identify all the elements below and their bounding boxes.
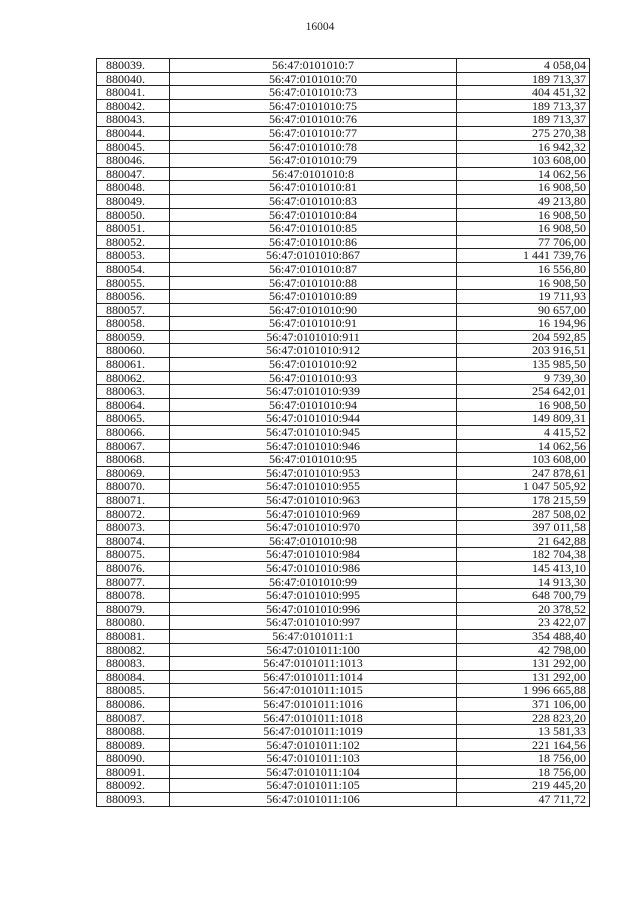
cadastral-value-cell: 1 996 665,88 [457, 684, 590, 698]
cadastral-number-cell: 56:47:0101010:86 [170, 235, 457, 249]
row-number-cell: 880044. [97, 126, 170, 140]
table-row [97, 657, 590, 671]
cadastral-number-cell: 56:47:0101011:1019 [170, 725, 457, 739]
cadastral-number-cell: 56:47:0101010:92 [170, 358, 457, 372]
row-number-cell: 880067. [97, 439, 170, 453]
row-number-cell: 880088. [97, 725, 170, 739]
cadastral-number-cell: 56:47:0101010:95 [170, 453, 457, 467]
cadastral-number-cell: 56:47:0101010:970 [170, 521, 457, 535]
cadastral-value-cell: 404 451,32 [457, 86, 590, 100]
row-number-cell: 880063. [97, 385, 170, 399]
cadastral-number-cell: 56:47:0101010:944 [170, 412, 457, 426]
table-row [97, 643, 590, 657]
cadastral-value-cell: 19 711,93 [457, 290, 590, 304]
cadastral-number-cell: 56:47:0101010:99 [170, 575, 457, 589]
cadastral-value-cell: 254 642,01 [457, 385, 590, 399]
row-number-cell: 880050. [97, 208, 170, 222]
cadastral-value-cell: 371 106,00 [457, 697, 590, 711]
table-row [97, 317, 590, 331]
cadastral-value-cell: 135 985,50 [457, 358, 590, 372]
cadastral-number-cell: 56:47:0101010:986 [170, 561, 457, 575]
table-row [97, 602, 590, 616]
cadastral-value-cell: 77 706,00 [457, 235, 590, 249]
cadastral-value-cell: 131 292,00 [457, 657, 590, 671]
row-number-cell: 880040. [97, 72, 170, 86]
cadastral-value-table [96, 58, 590, 807]
cadastral-value-cell: 18 756,00 [457, 752, 590, 766]
cadastral-number-cell: 56:47:0101010:963 [170, 494, 457, 508]
cadastral-value-cell: 1 441 739,76 [457, 249, 590, 263]
cadastral-number-cell: 56:47:0101010:98 [170, 534, 457, 548]
row-number-cell: 880090. [97, 752, 170, 766]
row-number-cell: 880045. [97, 140, 170, 154]
cadastral-value-cell: 16 908,50 [457, 208, 590, 222]
cadastral-number-cell: 56:47:0101010:77 [170, 126, 457, 140]
row-number-cell: 880051. [97, 222, 170, 236]
cadastral-number-cell: 56:47:0101010:911 [170, 330, 457, 344]
cadastral-value-cell: 397 011,58 [457, 521, 590, 535]
row-number-cell: 880047. [97, 167, 170, 181]
row-number-cell: 880072. [97, 507, 170, 521]
cadastral-value-cell: 14 062,56 [457, 167, 590, 181]
table-row [97, 684, 590, 698]
cadastral-value-cell: 103 608,00 [457, 453, 590, 467]
cadastral-number-cell: 56:47:0101010:79 [170, 154, 457, 168]
row-number-cell: 880060. [97, 344, 170, 358]
table-row [97, 697, 590, 711]
row-number-cell: 880069. [97, 466, 170, 480]
table-row [97, 303, 590, 317]
cadastral-number-cell: 56:47:0101010:85 [170, 222, 457, 236]
table-row [97, 385, 590, 399]
table-body [97, 59, 590, 807]
table-row [97, 752, 590, 766]
cadastral-number-cell: 56:47:0101010:7 [170, 59, 457, 73]
table-row [97, 194, 590, 208]
table-row [97, 589, 590, 603]
table-row [97, 793, 590, 807]
cadastral-number-cell: 56:47:0101010:76 [170, 113, 457, 127]
table-row [97, 521, 590, 535]
table-row [97, 235, 590, 249]
page-number: 16004 [305, 21, 335, 33]
table-row [97, 86, 590, 100]
row-number-cell: 880057. [97, 303, 170, 317]
table-row [97, 629, 590, 643]
row-number-cell: 880059. [97, 330, 170, 344]
table-row [97, 534, 590, 548]
cadastral-number-cell: 56:47:0101011:1018 [170, 711, 457, 725]
cadastral-number-cell: 56:47:0101010:90 [170, 303, 457, 317]
cadastral-number-cell: 56:47:0101010:70 [170, 72, 457, 86]
row-number-cell: 880046. [97, 154, 170, 168]
table-row [97, 99, 590, 113]
table-row [97, 412, 590, 426]
cadastral-number-cell: 56:47:0101011:1016 [170, 697, 457, 711]
cadastral-value-cell: 9 739,30 [457, 371, 590, 385]
row-number-cell: 880065. [97, 412, 170, 426]
cadastral-number-cell: 56:47:0101010:912 [170, 344, 457, 358]
cadastral-value-cell: 16 194,96 [457, 317, 590, 331]
cadastral-number-cell: 56:47:0101010:84 [170, 208, 457, 222]
row-number-cell: 880052. [97, 235, 170, 249]
cadastral-value-cell: 149 809,31 [457, 412, 590, 426]
cadastral-value-cell: 228 823,20 [457, 711, 590, 725]
row-number-cell: 880083. [97, 657, 170, 671]
row-number-cell: 880056. [97, 290, 170, 304]
row-number-cell: 880085. [97, 684, 170, 698]
row-number-cell: 880079. [97, 602, 170, 616]
cadastral-number-cell: 56:47:0101010:996 [170, 602, 457, 616]
row-number-cell: 880062. [97, 371, 170, 385]
cadastral-value-cell: 16 942,32 [457, 140, 590, 154]
row-number-cell: 880039. [97, 59, 170, 73]
cadastral-number-cell: 56:47:0101010:88 [170, 276, 457, 290]
table-row [97, 480, 590, 494]
table-row [97, 670, 590, 684]
cadastral-value-cell: 287 508,02 [457, 507, 590, 521]
row-number-cell: 880061. [97, 358, 170, 372]
table-row [97, 140, 590, 154]
table-row [97, 72, 590, 86]
row-number-cell: 880092. [97, 779, 170, 793]
cadastral-number-cell: 56:47:0101010:939 [170, 385, 457, 399]
table-row [97, 561, 590, 575]
row-number-cell: 880055. [97, 276, 170, 290]
table-row [97, 59, 590, 73]
row-number-cell: 880081. [97, 629, 170, 643]
cadastral-value-cell: 178 215,59 [457, 494, 590, 508]
cadastral-number-cell: 56:47:0101010:945 [170, 426, 457, 440]
cadastral-value-cell: 189 713,37 [457, 72, 590, 86]
row-number-cell: 880064. [97, 398, 170, 412]
cadastral-number-cell: 56:47:0101011:105 [170, 779, 457, 793]
cadastral-number-cell: 56:47:0101010:93 [170, 371, 457, 385]
table-row [97, 358, 590, 372]
row-number-cell: 880086. [97, 697, 170, 711]
cadastral-number-cell: 56:47:0101011:100 [170, 643, 457, 657]
table-row [97, 779, 590, 793]
cadastral-value-cell: 47 711,72 [457, 793, 590, 807]
cadastral-value-cell: 203 916,51 [457, 344, 590, 358]
table-row [97, 222, 590, 236]
table-row [97, 371, 590, 385]
table-row [97, 154, 590, 168]
table-row [97, 167, 590, 181]
row-number-cell: 880082. [97, 643, 170, 657]
cadastral-value-cell: 204 592,85 [457, 330, 590, 344]
table-row [97, 249, 590, 263]
cadastral-number-cell: 56:47:0101010:969 [170, 507, 457, 521]
table-row [97, 126, 590, 140]
cadastral-value-cell: 42 798,00 [457, 643, 590, 657]
cadastral-number-cell: 56:47:0101010:8 [170, 167, 457, 181]
row-number-cell: 880074. [97, 534, 170, 548]
cadastral-value-cell: 131 292,00 [457, 670, 590, 684]
row-number-cell: 880041. [97, 86, 170, 100]
row-number-cell: 880084. [97, 670, 170, 684]
row-number-cell: 880087. [97, 711, 170, 725]
table-row [97, 330, 590, 344]
cadastral-value-cell: 20 378,52 [457, 602, 590, 616]
table-row [97, 453, 590, 467]
cadastral-value-cell: 14 913,30 [457, 575, 590, 589]
cadastral-number-cell: 56:47:0101011:1 [170, 629, 457, 643]
cadastral-value-cell: 145 413,10 [457, 561, 590, 575]
cadastral-number-cell: 56:47:0101010:83 [170, 194, 457, 208]
cadastral-number-cell: 56:47:0101010:94 [170, 398, 457, 412]
cadastral-number-cell: 56:47:0101011:1015 [170, 684, 457, 698]
row-number-cell: 880078. [97, 589, 170, 603]
row-number-cell: 880068. [97, 453, 170, 467]
cadastral-number-cell: 56:47:0101010:89 [170, 290, 457, 304]
table-row [97, 711, 590, 725]
row-number-cell: 880042. [97, 99, 170, 113]
table-row [97, 575, 590, 589]
table-row [97, 344, 590, 358]
cadastral-value-cell: 16 908,50 [457, 398, 590, 412]
row-number-cell: 880049. [97, 194, 170, 208]
cadastral-value-cell: 16 908,50 [457, 276, 590, 290]
table-row [97, 208, 590, 222]
row-number-cell: 880053. [97, 249, 170, 263]
cadastral-number-cell: 56:47:0101010:81 [170, 181, 457, 195]
cadastral-value-cell: 182 704,38 [457, 548, 590, 562]
cadastral-value-cell: 275 270,38 [457, 126, 590, 140]
cadastral-number-cell: 56:47:0101011:103 [170, 752, 457, 766]
cadastral-value-cell: 23 422,07 [457, 616, 590, 630]
table-row [97, 276, 590, 290]
cadastral-value-cell: 1 047 505,92 [457, 480, 590, 494]
cadastral-number-cell: 56:47:0101010:953 [170, 466, 457, 480]
row-number-cell: 880070. [97, 480, 170, 494]
row-number-cell: 880077. [97, 575, 170, 589]
table-row [97, 439, 590, 453]
cadastral-number-cell: 56:47:0101011:106 [170, 793, 457, 807]
table-row [97, 426, 590, 440]
cadastral-value-cell: 21 642,88 [457, 534, 590, 548]
row-number-cell: 880093. [97, 793, 170, 807]
cadastral-value-cell: 16 556,80 [457, 262, 590, 276]
row-number-cell: 880058. [97, 317, 170, 331]
cadastral-value-cell: 189 713,37 [457, 99, 590, 113]
cadastral-number-cell: 56:47:0101010:73 [170, 86, 457, 100]
row-number-cell: 880075. [97, 548, 170, 562]
cadastral-value-cell: 18 756,00 [457, 765, 590, 779]
row-number-cell: 880091. [97, 765, 170, 779]
cadastral-value-cell: 4 415,52 [457, 426, 590, 440]
cadastral-value-cell: 247 878,61 [457, 466, 590, 480]
table-row [97, 262, 590, 276]
cadastral-value-cell: 13 581,33 [457, 725, 590, 739]
cadastral-value-cell: 103 608,00 [457, 154, 590, 168]
table-row [97, 725, 590, 739]
cadastral-number-cell: 56:47:0101010:955 [170, 480, 457, 494]
cadastral-value-cell: 221 164,56 [457, 738, 590, 752]
cadastral-value-cell: 16 908,50 [457, 222, 590, 236]
row-number-cell: 880089. [97, 738, 170, 752]
cadastral-value-cell: 4 058,04 [457, 59, 590, 73]
row-number-cell: 880073. [97, 521, 170, 535]
row-number-cell: 880066. [97, 426, 170, 440]
row-number-cell: 880071. [97, 494, 170, 508]
table-row [97, 494, 590, 508]
cadastral-number-cell: 56:47:0101011:102 [170, 738, 457, 752]
cadastral-number-cell: 56:47:0101010:91 [170, 317, 457, 331]
table-row [97, 738, 590, 752]
cadastral-value-cell: 189 713,37 [457, 113, 590, 127]
cadastral-value-cell: 49 213,80 [457, 194, 590, 208]
cadastral-value-cell: 14 062,56 [457, 439, 590, 453]
cadastral-number-cell: 56:47:0101010:946 [170, 439, 457, 453]
row-number-cell: 880080. [97, 616, 170, 630]
row-number-cell: 880048. [97, 181, 170, 195]
cadastral-value-cell: 219 445,20 [457, 779, 590, 793]
cadastral-number-cell: 56:47:0101010:867 [170, 249, 457, 263]
table-row [97, 765, 590, 779]
cadastral-number-cell: 56:47:0101010:75 [170, 99, 457, 113]
row-number-cell: 880076. [97, 561, 170, 575]
row-number-cell: 880054. [97, 262, 170, 276]
cadastral-number-cell: 56:47:0101011:104 [170, 765, 457, 779]
table-row [97, 507, 590, 521]
table-row [97, 466, 590, 480]
cadastral-value-cell: 648 700,79 [457, 589, 590, 603]
cadastral-number-cell: 56:47:0101011:1014 [170, 670, 457, 684]
cadastral-number-cell: 56:47:0101010:997 [170, 616, 457, 630]
table-row [97, 181, 590, 195]
table-row [97, 548, 590, 562]
cadastral-number-cell: 56:47:0101011:1013 [170, 657, 457, 671]
row-number-cell: 880043. [97, 113, 170, 127]
cadastral-number-cell: 56:47:0101010:984 [170, 548, 457, 562]
cadastral-number-cell: 56:47:0101010:87 [170, 262, 457, 276]
table-row [97, 398, 590, 412]
table-row [97, 113, 590, 127]
cadastral-value-cell: 354 488,40 [457, 629, 590, 643]
cadastral-number-cell: 56:47:0101010:995 [170, 589, 457, 603]
table-row [97, 616, 590, 630]
cadastral-value-cell: 90 657,00 [457, 303, 590, 317]
cadastral-number-cell: 56:47:0101010:78 [170, 140, 457, 154]
cadastral-value-cell: 16 908,50 [457, 181, 590, 195]
table-row [97, 290, 590, 304]
